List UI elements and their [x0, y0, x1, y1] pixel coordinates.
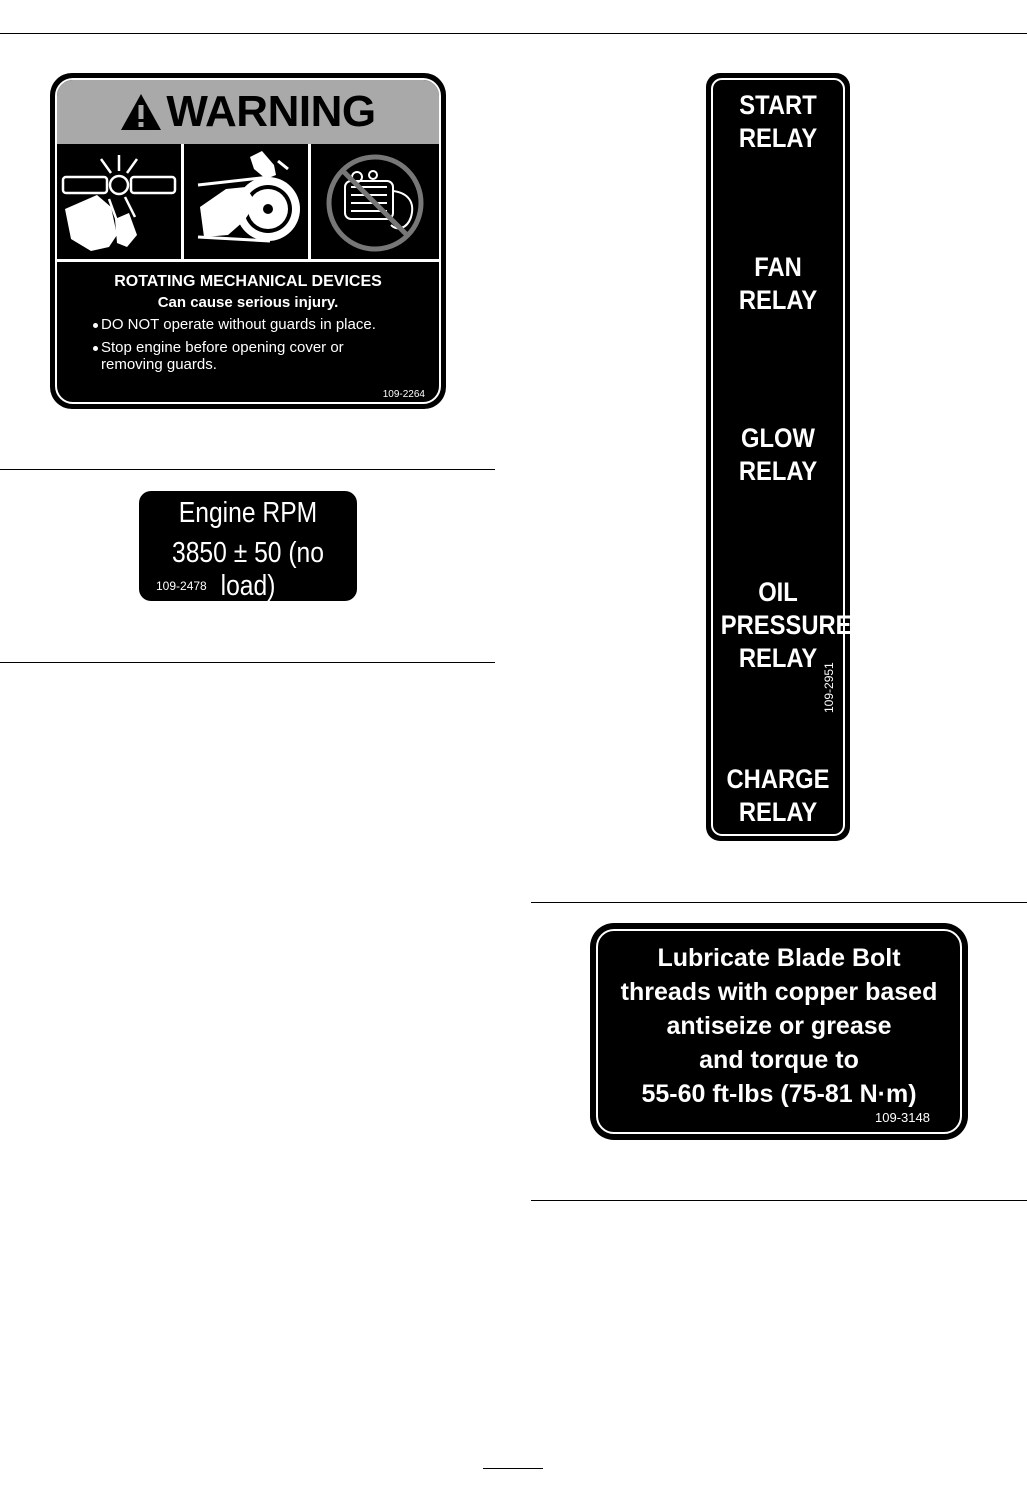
- lubricate-decal: [590, 923, 968, 1140]
- warning-heading: WARNING: [166, 87, 376, 136]
- engine-rpm-decal: [139, 491, 357, 601]
- relay-label: RELAY: [738, 797, 818, 827]
- warning-decal-frame: [55, 78, 441, 404]
- relay-label: OIL: [758, 577, 798, 607]
- rpm-heading: Engine RPM: [178, 497, 318, 529]
- warning-header: [57, 80, 439, 144]
- relay-label: START: [739, 90, 817, 120]
- lubricate-text-line: and torque to: [699, 1046, 859, 1074]
- rpm-value: 3850 ± 50 (no load): [172, 537, 324, 602]
- warning-bullet-continuation: removing guards.: [101, 356, 217, 373]
- divider-rule: [531, 1200, 1027, 1201]
- relay-label: GLOW: [741, 423, 815, 453]
- alert-triangle-icon: [120, 93, 162, 131]
- lubricate-text-line: antiseize or grease: [666, 1012, 892, 1040]
- lubricate-text-line: threads with copper based: [620, 978, 938, 1006]
- warning-decal: [50, 73, 446, 409]
- warning-title: ROTATING MECHANICAL DEVICES: [114, 273, 382, 290]
- relay-label: RELAY: [738, 643, 818, 673]
- warning-separator: [57, 259, 439, 262]
- fan-hazard-panel: [57, 147, 181, 259]
- warning-bullet: DO NOT operate without guards in place.: [101, 316, 376, 333]
- warning-bullet-dot: [93, 323, 98, 328]
- relay-label: RELAY: [738, 285, 818, 315]
- lubricate-text-line: Lubricate Blade Bolt: [657, 944, 901, 972]
- page-number-rule: [483, 1468, 543, 1469]
- top-rule: [0, 33, 1027, 34]
- no-opening-cover-icon: [311, 147, 439, 259]
- lubricate-decal-frame: [596, 929, 962, 1134]
- relay-label: RELAY: [738, 456, 818, 486]
- lubricate-text-line: 55-60 ft-lbs (75-81 N·m): [641, 1080, 917, 1108]
- relay-part-number: 109-2951: [822, 662, 836, 713]
- warning-subtitle: Can cause serious injury.: [157, 294, 339, 311]
- divider-rule: [0, 469, 495, 470]
- divider-rule: [531, 902, 1027, 903]
- relay-label: CHARGE: [726, 764, 830, 794]
- no-open-panel: [311, 147, 439, 259]
- relay-label: FAN: [754, 252, 802, 282]
- warning-bullet-dot: [93, 346, 98, 351]
- relay-label-decal: [706, 73, 850, 841]
- relay-decal-frame: [711, 78, 852, 836]
- rpm-part-number: 109-2478: [156, 579, 207, 593]
- warning-bullet: Stop engine before opening cover or: [101, 339, 344, 356]
- warning-part-number: 109-2264: [382, 389, 425, 400]
- belt-hazard-panel: [184, 147, 308, 259]
- fan-hand-hazard-icon: [57, 147, 181, 259]
- divider-rule: [0, 662, 495, 663]
- relay-label: RELAY: [738, 123, 818, 153]
- lubricate-part-number: 109-3148: [875, 1110, 930, 1125]
- relay-label: PRESSURE: [720, 610, 852, 640]
- belt-hand-entanglement-icon: [184, 147, 308, 259]
